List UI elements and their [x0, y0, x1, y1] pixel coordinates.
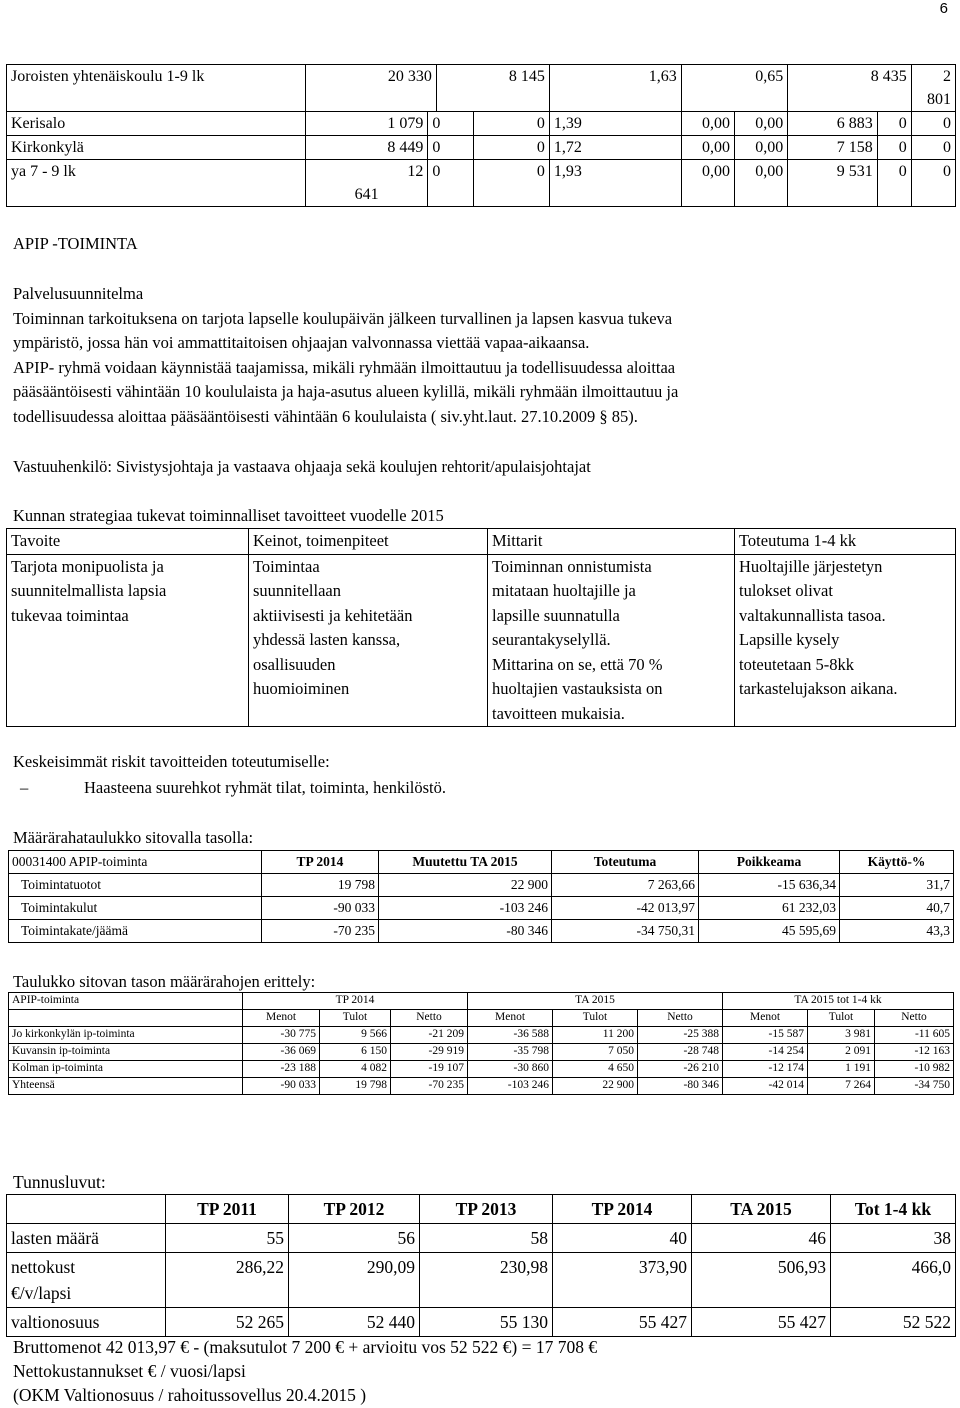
table-cell: Toimintatuotot [9, 874, 262, 897]
table-cell: 9 531 [788, 160, 877, 207]
table-cell: 373,90 [553, 1253, 692, 1308]
cell-line: lapsille suunnatulla [492, 605, 620, 625]
table-header: Poikkeama [699, 851, 840, 874]
table-cell: -42 013,97 [552, 897, 699, 920]
cell-line: €/v/lapsi [11, 1283, 72, 1303]
table-cell: 4 082 [320, 1061, 391, 1078]
table-cell: 4 650 [553, 1061, 638, 1078]
table-cell: 43,3 [840, 920, 954, 943]
table-cell: Joroisten yhtenäiskoulu 1-9 lk [7, 65, 306, 112]
table-cell: -19 107 [391, 1061, 468, 1078]
cell-line: tulokset olivat [739, 581, 833, 600]
table-cell: ya 7 - 9 lk [7, 160, 306, 207]
measures-cell [488, 554, 735, 727]
paragraph-line: todellisuudessa aloittaa pääsääntöisesti vähintään 6 koululaista ( siv.yht.laut. 27.10.2009 § 85). [13, 407, 638, 426]
table-cell: 0,65 [681, 65, 788, 112]
table-header: Menot [723, 1010, 808, 1027]
paragraph-line: Toiminnan tarkoituksena on tarjota lapselle koulupäivän jälkeen turvallinen ja lapsen kasvua tukeva [13, 309, 673, 328]
table-cell: 0 [877, 136, 911, 160]
table-row [9, 851, 954, 874]
table-cell: 55 [166, 1224, 289, 1253]
table-cell: 1,72 [549, 136, 681, 160]
table-header: Netto [638, 1010, 723, 1027]
responsible-line: Vastuuhenkilö: Sivistysjohtaja ja vastaava ohjaaja sekä koulujen rehtorit/apulaisjohtajat [13, 457, 591, 476]
table-cell: -70 235 [391, 1078, 468, 1095]
budget-table [8, 850, 954, 943]
table-header: Toteutuma [552, 851, 699, 874]
table-header: Netto [875, 1010, 954, 1027]
table-cell: 7 263,66 [552, 874, 699, 897]
table-cell: 3 981 [808, 1027, 875, 1044]
table-cell: Jo kirkonkylän ip-toiminta [9, 1027, 243, 1044]
risk-item: Haasteena suurehkot ryhmät tilat, toiminta, henkilöstö. [84, 778, 447, 797]
goals-table [6, 528, 956, 727]
table-cell: 55 427 [692, 1308, 831, 1337]
table-row [7, 1224, 956, 1253]
cell-line: tavoitteen mukaisia. [492, 703, 625, 723]
table-cell: 31,7 [840, 874, 954, 897]
table-row [7, 65, 956, 112]
table-cell: 0 [474, 136, 549, 160]
table-cell: 466,0 [831, 1253, 956, 1308]
table-cell: Toimintakulut [9, 897, 262, 920]
table-cell: 0,00 [681, 160, 734, 207]
table-cell: -11 605 [875, 1027, 954, 1044]
table-cell: -12 163 [875, 1044, 954, 1061]
table-cell: 1 079 [306, 112, 428, 136]
table-cell: 0 [428, 112, 474, 136]
table-cell: 230,98 [420, 1253, 553, 1308]
table-cell: 1 191 [808, 1061, 875, 1078]
table-cell: 6 883 [788, 112, 877, 136]
cell-line: yhdessä lasten kanssa, [253, 630, 401, 649]
table-header: TP 2014 [262, 851, 379, 874]
table-cell: -80 346 [379, 920, 552, 943]
table-cell: -103 246 [468, 1078, 553, 1095]
section-title: APIP -TOIMINTA [13, 234, 138, 253]
table-cell: 19 798 [262, 874, 379, 897]
table-cell: -14 254 [723, 1044, 808, 1061]
table-header: TA 2015 [692, 1195, 831, 1224]
table-cell: 40 [553, 1224, 692, 1253]
cell-line: valtakunnallista tasoa. [739, 605, 886, 625]
table-cell: 0 [428, 136, 474, 160]
table-row [9, 897, 954, 920]
table-cell: -36 069 [243, 1044, 320, 1061]
table-cell: 40,7 [840, 897, 954, 920]
table-header: Käyttö-% [840, 851, 954, 874]
table-cell: -30 775 [243, 1027, 320, 1044]
table-cell: 8 435 [788, 65, 912, 112]
table-header: Tot 1-4 kk [831, 1195, 956, 1224]
cell-line: nettokust [11, 1257, 76, 1277]
table-cell: 0 [474, 160, 549, 207]
indicators-title: Tunnusluvut: [13, 1172, 106, 1192]
table-row [7, 112, 956, 136]
table-cell: 45 595,69 [699, 920, 840, 943]
table-cell: 46 [692, 1224, 831, 1253]
table-header: Toteutuma 1-4 kk [735, 529, 956, 555]
table-header: TP 2014 [243, 993, 468, 1010]
table-row [7, 1253, 956, 1308]
table-cell: 52 265 [166, 1308, 289, 1337]
table-cell: 52 522 [831, 1308, 956, 1337]
table-cell: 1,63 [549, 65, 681, 112]
paragraph-line: APIP- ryhmä voidaan käynnistää taajamissa, mikäli ryhmään ilmoittautuu ja todellisuudessa aloittaa [13, 358, 676, 377]
table-cell: Kolman ip-toiminta [9, 1061, 243, 1078]
risk-dash: – [20, 778, 29, 797]
footer-line: (OKM Valtionosuus / rahoitussovellus 20.4.2015 ) [13, 1385, 367, 1405]
table-row [9, 1027, 954, 1044]
table-cell: -35 798 [468, 1044, 553, 1061]
table-row [7, 1308, 956, 1337]
table-cell: Kerisalo [7, 112, 306, 136]
table-cell: valtionosuus [7, 1308, 166, 1337]
table-cell: 22 900 [379, 874, 552, 897]
table-cell: lasten määrä [7, 1224, 166, 1253]
table-cell: 1,93 [549, 160, 681, 207]
table-header: APIP-toiminta [9, 993, 243, 1010]
cell-line: tukevaa toimintaa [11, 605, 129, 625]
table-cell: 0,00 [735, 160, 788, 207]
table-cell: 0,00 [681, 112, 734, 136]
table-row [9, 920, 954, 943]
table-cell: 7 158 [788, 136, 877, 160]
cell-line: Tarjota monipuolista ja [11, 556, 164, 576]
table-row [9, 1078, 954, 1095]
footer-line: Bruttomenot 42 013,97 € - (maksutulot 7 200 € + arvioitu vos 52 522 €) = 17 708 € [13, 1337, 598, 1357]
table-cell: -28 748 [638, 1044, 723, 1061]
table-header: TP 2012 [289, 1195, 420, 1224]
table-header: TP 2014 [553, 1195, 692, 1224]
table-cell: -34 750 [875, 1078, 954, 1095]
table-cell: 11 200 [553, 1027, 638, 1044]
table-header: Mittarit [488, 529, 735, 555]
table-cell: 6 150 [320, 1044, 391, 1061]
table-header: Tulot [808, 1010, 875, 1027]
table-header: Menot [243, 1010, 320, 1027]
table-cell: Kuvansin ip-toiminta [9, 1044, 243, 1061]
table-header: Keinot, toimenpiteet [249, 529, 488, 555]
table-cell: -15 587 [723, 1027, 808, 1044]
table-cell: -90 033 [243, 1078, 320, 1095]
cell-line: mitataan huoltajille ja [492, 581, 636, 600]
table-cell: Kirkonkylä [7, 136, 306, 160]
table-cell: -90 033 [262, 897, 379, 920]
table-cell: -12 174 [723, 1061, 808, 1078]
table-cell: -34 750,31 [552, 920, 699, 943]
table-cell: 0 [428, 160, 474, 207]
table-cell: 0 [474, 112, 549, 136]
breakdown-title: Taulukko sitovan tason määrärahojen erittely: [13, 972, 316, 991]
cell-line: huomioiminen [253, 679, 350, 698]
table-cell: 56 [289, 1224, 420, 1253]
page-number: 6 [939, 0, 948, 17]
table-cell: -80 346 [638, 1078, 723, 1095]
table-cell: -15 636,34 [699, 874, 840, 897]
table-row [7, 136, 956, 160]
table-cell: 22 900 [553, 1078, 638, 1095]
table-cell: 0,00 [681, 136, 734, 160]
table-cell: 61 232,03 [699, 897, 840, 920]
table-cell: 58 [420, 1224, 553, 1253]
table-cell: -42 014 [723, 1078, 808, 1095]
table-header: 00031400 APIP-toiminta [9, 851, 262, 874]
table-cell: 286,22 [166, 1253, 289, 1308]
table-cell [7, 1253, 166, 1308]
goal-cell [7, 554, 249, 727]
table-cell: 0,00 [735, 112, 788, 136]
table-row [9, 1044, 954, 1061]
table-header: Menot [468, 1010, 553, 1027]
table-cell: -30 860 [468, 1061, 553, 1078]
table-cell: 7 264 [808, 1078, 875, 1095]
table-header: TA 2015 [468, 993, 723, 1010]
table-header: Tulot [320, 1010, 391, 1027]
table-cell: -103 246 [379, 897, 552, 920]
table-row [7, 529, 956, 555]
table-cell: -25 388 [638, 1027, 723, 1044]
table-cell: 0 [911, 160, 955, 207]
table-cell: 9 566 [320, 1027, 391, 1044]
cell-line: suunnitellaan [253, 581, 341, 600]
table-header: Tulot [553, 1010, 638, 1027]
table-header: Tavoite [7, 529, 249, 555]
table-row [7, 554, 956, 727]
table-header: TP 2011 [166, 1195, 289, 1224]
table-cell: 8 145 [436, 65, 549, 112]
breakdown-table [8, 992, 954, 1095]
paragraph-line: ympäristö, jossa hän voi ammattitaitoisen ohjaajan valvonnassa viettää vapaa-aikaansa. [13, 333, 590, 352]
table-cell: 20 330 [306, 65, 437, 112]
table-cell: -29 919 [391, 1044, 468, 1061]
school-table [6, 64, 956, 207]
cell-line: suunnitelmallista lapsia [11, 581, 167, 600]
table-cell: Toimintakate/jäämä [9, 920, 262, 943]
table-cell [7, 1195, 166, 1224]
table-cell: 0 [877, 112, 911, 136]
cell-line: tarkastelujakson aikana. [739, 679, 898, 698]
cell-line: huoltajien vastauksista on [492, 679, 663, 698]
table-row [7, 160, 956, 207]
table-cell [9, 1010, 243, 1027]
table-row [7, 1195, 956, 1224]
cell-line: Toiminnan onnistumista [492, 556, 652, 576]
table-header: Netto [391, 1010, 468, 1027]
table-row [9, 874, 954, 897]
table-cell: 0,00 [735, 136, 788, 160]
table-cell: -26 210 [638, 1061, 723, 1078]
table-cell: 290,09 [289, 1253, 420, 1308]
cell-line: aktiivisesti ja kehitetään [253, 605, 413, 625]
means-cell [249, 554, 488, 727]
table-cell: 52 440 [289, 1308, 420, 1337]
table-cell: 19 798 [320, 1078, 391, 1095]
cell-line: Lapsille kysely [739, 630, 840, 649]
cell-line: Mittarina on se, että 70 % [492, 654, 663, 674]
table-header: TA 2015 tot 1-4 kk [723, 993, 954, 1010]
table-cell: Yhteensä [9, 1078, 243, 1095]
table-row [9, 993, 954, 1010]
table-cell: 0 [877, 160, 911, 207]
table-cell: -36 588 [468, 1027, 553, 1044]
table-cell: 0 [911, 112, 955, 136]
table-cell: 0 [911, 136, 955, 160]
service-plan-title: Palvelusuunnitelma [13, 284, 144, 303]
cell-line: toteutetaan 5-8kk [739, 654, 855, 674]
table-cell: 2 091 [808, 1044, 875, 1061]
cell-line: 12 [407, 163, 424, 180]
table-cell: 8 449 [306, 136, 428, 160]
budget-title: Määrärahataulukko sitovalla tasolla: [13, 828, 254, 847]
table-header: Muutettu TA 2015 [379, 851, 552, 874]
risks-title: Keskeisimmät riskit tavoitteiden toteutumiselle: [13, 752, 330, 771]
indicators-table [6, 1194, 956, 1337]
cell-line: Toimintaa [253, 556, 320, 576]
table-header: TP 2013 [420, 1195, 553, 1224]
table-cell: -10 982 [875, 1061, 954, 1078]
table-cell: 55 427 [553, 1308, 692, 1337]
table-cell: 7 050 [553, 1044, 638, 1061]
table-cell: 1,39 [549, 112, 681, 136]
table-cell: -21 209 [391, 1027, 468, 1044]
strategy-title: Kunnan strategiaa tukevat toiminnalliset tavoitteet vuodelle 2015 [13, 506, 444, 525]
table-row [9, 1010, 954, 1027]
table-cell: 506,93 [692, 1253, 831, 1308]
table-cell: -70 235 [262, 920, 379, 943]
table-cell: -23 188 [243, 1061, 320, 1078]
outcome-cell [735, 554, 956, 727]
cell-line: Huoltajille järjestetyn [739, 556, 883, 576]
footer-line: Nettokustannukset € / vuosi/lapsi [13, 1361, 246, 1381]
table-cell: 38 [831, 1224, 956, 1253]
table-cell: 55 130 [420, 1308, 553, 1337]
paragraph-line: pääsääntöisesti vähintään 10 koululaista ja haja-asutus alueen kylillä, mikäli ryhmään ilmoittautuu ja [13, 382, 679, 401]
cell-line: seurantakyselyllä. [492, 630, 611, 649]
table-cell: 2 801 [911, 65, 955, 112]
table-row [9, 1061, 954, 1078]
cell-line: osallisuuden [253, 654, 336, 674]
table-cell [306, 160, 428, 207]
cell-line: 641 [354, 186, 379, 203]
